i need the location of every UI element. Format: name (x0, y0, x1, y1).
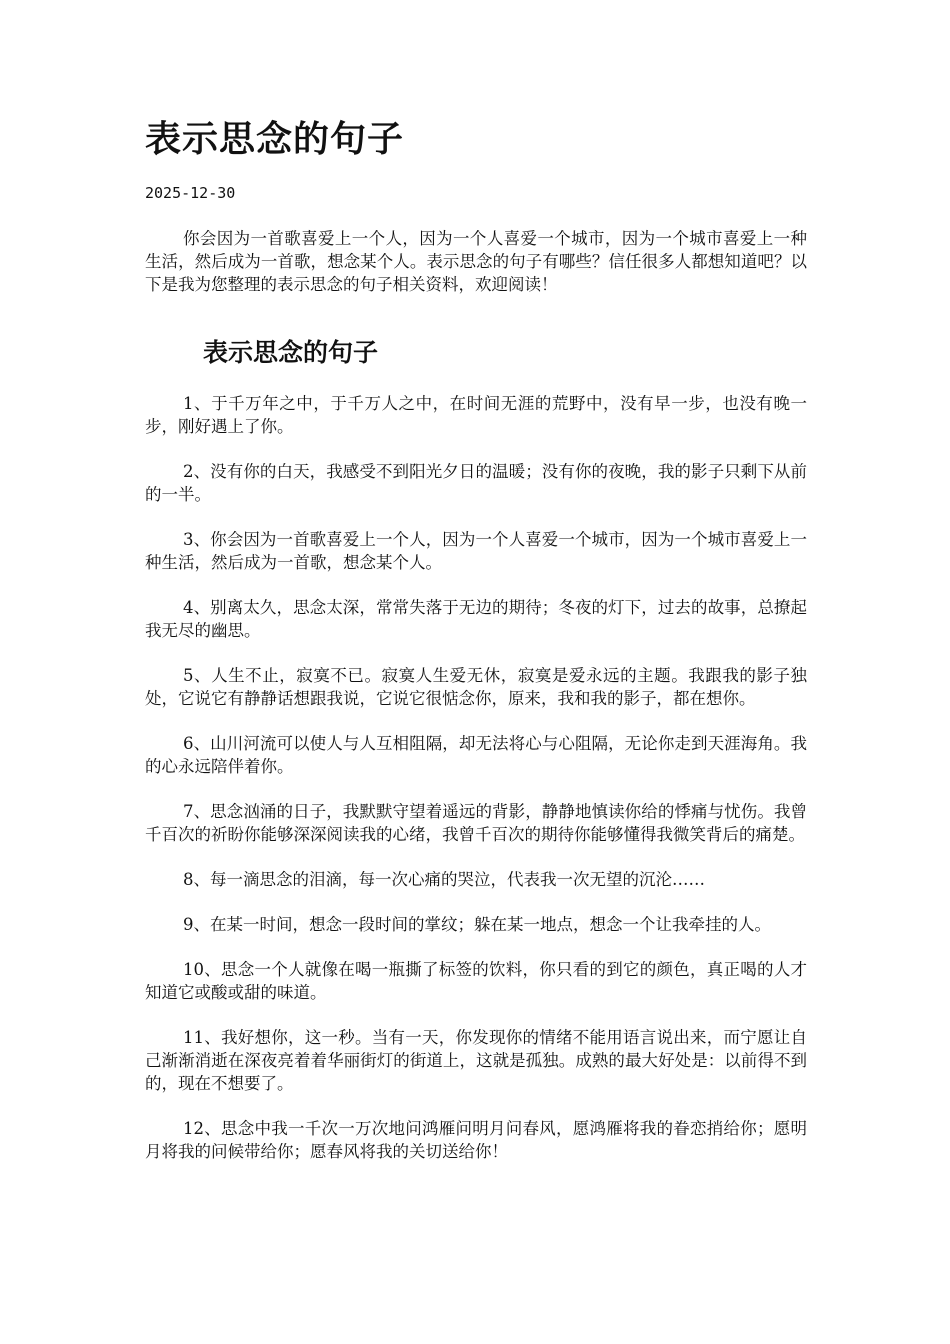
sentence-item: 9、在某一时间，想念一段时间的掌纹；躲在某一地点，想念一个让我牵挂的人。 (183, 915, 771, 934)
sentence-item: 8、每一滴思念的泪滴，每一次心痛的哭泣，代表我一次无望的沉沦…… (183, 870, 705, 889)
section-heading: 表示思念的句子 (203, 338, 379, 367)
sentence-item: 11、我好想你，这一秒。当有一天，你发现你的情绪不能用语言说出来，而宁愿让自己渐渐消逝在深夜亮着着华丽街灯的街道上，这就是孤独。成熟的最大好处是：以前得不到的，现在不想要了。 (145, 1028, 807, 1093)
sentence-item: 7、思念汹涌的日子，我默默守望着遥远的背影，静静地慎读你给的悸痛与忧伤。我曾千百次的祈盼你能够深深阅读我的心绪，我曾千百次的期待你能够懂得我微笑背后的痛楚。 (145, 802, 807, 844)
sentence-item: 1、于千万年之中，于千万人之中，在时间无涯的荒野中，没有早一步，也没有晚一步，刚好遇上了你。 (145, 394, 807, 436)
sentence-item: 10、思念一个人就像在喝一瓶撕了标签的饮料，你只看的到它的颜色，真正喝的人才知道它或酸或甜的味道。 (145, 960, 807, 1002)
document-title: 表示思念的句子 (145, 119, 405, 160)
sentence-item: 6、山川河流可以使人与人互相阻隔，却无法将心与心阻隔，无论你走到天涯海角。我的心永远陪伴着你。 (145, 734, 807, 776)
document-date: 2025-12-30 (145, 184, 236, 202)
sentence-item: 5、人生不止，寂寞不已。寂寞人生爱无休，寂寞是爱永远的主题。我跟我的影子独处，它说它有静静话想跟我说，它说它很惦念你，原来，我和我的影子，都在想你。 (145, 666, 807, 708)
sentence-item: 3、你会因为一首歌喜爱上一个人，因为一个人喜爱一个城市，因为一个城市喜爱上一种生活，然后成为一首歌，想念某个人。 (145, 530, 807, 572)
sentence-item: 4、别离太久，思念太深，常常失落于无边的期待；冬夜的灯下，过去的故事，总撩起我无尽的幽思。 (145, 598, 807, 640)
sentence-item: 12、思念中我一千次一万次地问鸿雁问明月问春风，愿鸿雁将我的眷恋捎给你；愿明月将我的问候带给你；愿春风将我的关切送给你！ (145, 1119, 807, 1161)
sentence-list (145, 392, 807, 1185)
intro-paragraph: 你会因为一首歌喜爱上一个人，因为一个人喜爱一个城市，因为一个城市喜爱上一种生活，然后成为一首歌，想念某个人。表示思念的句子有哪些？信任很多人都想知道吧？以下是我为您整理的表示思念的句子相关资料，欢迎阅读！ (145, 229, 807, 294)
sentence-item: 2、没有你的白天，我感受不到阳光夕日的温暖；没有你的夜晚，我的影子只剩下从前的一半。 (145, 462, 807, 504)
